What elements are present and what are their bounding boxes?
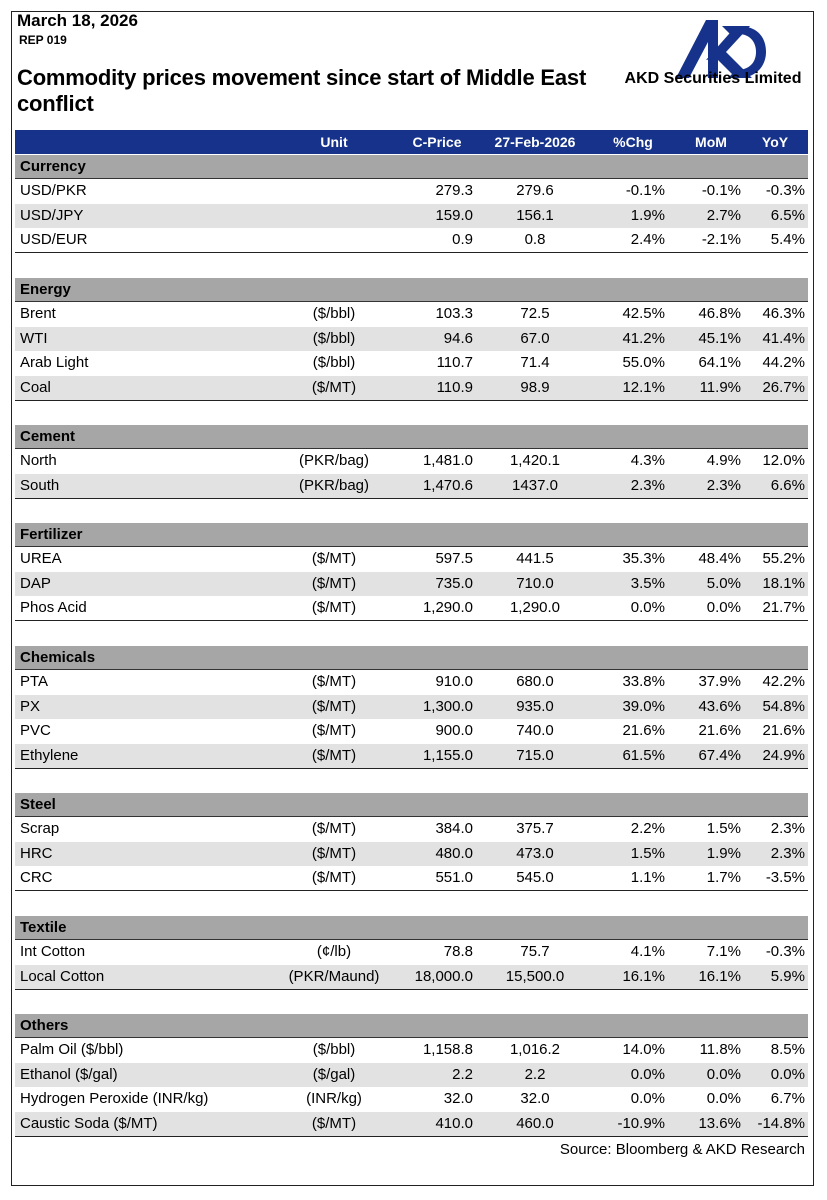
section-header-currency — [15, 155, 808, 179]
cell-yoy: 2.3% — [770, 820, 805, 837]
col-header-feb: 27-Feb-2026 — [494, 134, 576, 150]
cell-mom: 64.1% — [698, 354, 741, 371]
cell-name: USD/JPY — [20, 206, 84, 224]
cell-chg: 2.3% — [630, 476, 665, 494]
cell-name: Arab Light — [20, 354, 89, 371]
cell-yoy: 6.7% — [770, 1090, 805, 1107]
cell-yoy: 2.3% — [770, 844, 805, 862]
col-header-chg: %Chg — [613, 134, 653, 150]
cell-feb: 15,500.0 — [505, 967, 565, 985]
cell-cprice: 103.3 — [435, 305, 473, 322]
table-row — [15, 449, 808, 473]
cell-name: Scrap — [20, 820, 60, 837]
table-row — [15, 695, 808, 719]
cell-cprice: 480.0 — [435, 844, 473, 862]
cell-cprice: 279.3 — [435, 182, 473, 199]
section-header-energy — [15, 278, 808, 302]
cell-chg: 42.5% — [622, 305, 665, 322]
section-title: Energy — [20, 281, 71, 298]
cell-mom: 43.6% — [698, 697, 741, 715]
cell-feb: 67.0 — [520, 329, 550, 347]
cell-chg: -0.1% — [625, 182, 665, 199]
cell-chg: 61.5% — [622, 746, 665, 764]
cell-name: Local Cotton — [20, 967, 105, 985]
section-header-steel — [15, 793, 808, 817]
cell-chg: 16.1% — [622, 967, 665, 985]
cell-cprice: 410.0 — [435, 1114, 473, 1132]
cell-yoy: 42.2% — [762, 673, 805, 690]
table-row — [15, 474, 808, 499]
table-row — [15, 204, 808, 228]
cell-mom: 13.6% — [698, 1114, 741, 1132]
cell-yoy: 12.0% — [762, 452, 805, 469]
cell-mom: 2.3% — [706, 476, 741, 494]
cell-cprice: 32.0 — [443, 1090, 473, 1107]
section-title: Fertilizer — [20, 526, 83, 543]
cell-cprice: 1,470.6 — [422, 476, 473, 494]
cell-mom: 16.1% — [698, 967, 741, 985]
cell-yoy: 5.9% — [770, 967, 805, 985]
cell-unit: ($/MT) — [311, 550, 357, 567]
cell-unit: ($/bbl) — [312, 305, 356, 322]
table-row — [15, 179, 808, 203]
cell-feb: 71.4 — [520, 354, 550, 371]
report-number: REP 019 — [19, 33, 67, 47]
cell-name: USD/EUR — [20, 231, 88, 248]
cell-chg: 4.3% — [630, 452, 665, 469]
table-row — [15, 1087, 808, 1111]
table-row — [15, 670, 808, 694]
cell-unit: ($/MT) — [311, 673, 357, 690]
section-header-fertilizer — [15, 523, 808, 547]
col-header-mom: MoM — [695, 134, 727, 150]
cell-name: DAP — [20, 574, 51, 592]
cell-feb: 1,290.0 — [509, 599, 561, 616]
report-date: March 18, 2026 — [17, 11, 138, 30]
cell-name: CRC — [20, 869, 53, 886]
cell-feb: 2.2 — [524, 1065, 546, 1083]
cell-feb: 710.0 — [516, 574, 554, 592]
cell-chg: 39.0% — [622, 697, 665, 715]
cell-unit: (¢/lb) — [316, 943, 352, 960]
cell-name: PTA — [20, 673, 49, 690]
cell-name: South — [20, 476, 60, 494]
cell-unit: ($/MT) — [311, 869, 357, 886]
table-row — [15, 228, 808, 253]
cell-chg: 14.0% — [622, 1041, 665, 1058]
cell-feb: 935.0 — [516, 697, 554, 715]
cell-feb: 441.5 — [516, 550, 554, 567]
cell-unit: ($/gal) — [312, 1065, 356, 1083]
cell-yoy: 26.7% — [762, 378, 805, 396]
cell-name: WTI — [20, 329, 48, 347]
cell-chg: 41.2% — [622, 329, 665, 347]
cell-name: Palm Oil ($/bbl) — [20, 1041, 124, 1058]
cell-mom: 0.0% — [706, 599, 741, 616]
table-row — [15, 547, 808, 571]
table-row — [15, 302, 808, 326]
table-row — [15, 866, 808, 891]
company-name: AKD Securities Limited — [624, 70, 802, 87]
cell-mom: 4.9% — [706, 452, 741, 469]
cell-yoy: 6.6% — [770, 476, 805, 494]
section-title: Others — [20, 1017, 69, 1034]
cell-name: Hydrogen Peroxide (INR/kg) — [20, 1090, 209, 1107]
section-header-textile — [15, 916, 808, 940]
cell-feb: 1,016.2 — [509, 1041, 561, 1058]
cell-name: Coal — [20, 378, 51, 396]
cell-feb: 32.0 — [520, 1090, 550, 1107]
cell-feb: 460.0 — [516, 1114, 554, 1132]
cell-cprice: 1,158.8 — [422, 1041, 473, 1058]
source-note: Source: Bloomberg & AKD Research — [559, 1141, 805, 1158]
cell-unit: ($/MT) — [311, 746, 357, 764]
cell-cprice: 384.0 — [435, 820, 473, 837]
cell-unit: ($/MT) — [311, 1114, 357, 1132]
cell-cprice: 735.0 — [435, 574, 473, 592]
cell-unit: (PKR/Maund) — [288, 967, 380, 985]
cell-feb: 98.9 — [520, 378, 550, 396]
cell-chg: 55.0% — [622, 354, 665, 371]
cell-feb: 0.8 — [524, 231, 546, 248]
section-title: Textile — [20, 919, 67, 936]
table-row — [15, 817, 808, 841]
cell-feb: 72.5 — [520, 305, 550, 322]
cell-feb: 156.1 — [516, 206, 554, 224]
cell-unit: ($/MT) — [311, 844, 357, 862]
cell-feb: 715.0 — [516, 746, 554, 764]
cell-chg: 35.3% — [622, 550, 665, 567]
cell-mom: 11.9% — [699, 378, 741, 396]
cell-yoy: -0.3% — [765, 182, 805, 199]
cell-chg: 1.9% — [630, 206, 665, 224]
cell-yoy: 5.4% — [770, 231, 805, 248]
cell-cprice: 2.2 — [452, 1065, 473, 1083]
cell-feb: 680.0 — [516, 673, 554, 690]
cell-yoy: 0.0% — [770, 1065, 805, 1083]
cell-yoy: 18.1% — [762, 574, 805, 592]
cell-mom: 46.8% — [698, 305, 741, 322]
table-row — [15, 1063, 808, 1087]
cell-mom: 0.0% — [706, 1090, 741, 1107]
cell-unit: ($/MT) — [311, 820, 357, 837]
cell-yoy: 24.9% — [762, 746, 805, 764]
cell-unit: (PKR/bag) — [298, 452, 370, 469]
cell-mom: 5.0% — [706, 574, 741, 592]
cell-name: Brent — [20, 305, 56, 322]
cell-chg: 1.5% — [630, 844, 665, 862]
cell-cprice: 551.0 — [435, 869, 473, 886]
cell-unit: ($/MT) — [311, 378, 357, 396]
cell-yoy: -3.5% — [765, 869, 805, 886]
cell-mom: 21.6% — [698, 722, 741, 739]
cell-mom: -2.1% — [701, 231, 741, 248]
cell-yoy: 8.5% — [770, 1041, 805, 1058]
cell-cprice: 597.5 — [435, 550, 473, 567]
cell-name: USD/PKR — [20, 182, 87, 199]
section-title: Cement — [20, 428, 76, 445]
cell-chg: 1.1% — [630, 869, 665, 886]
cell-unit: ($/MT) — [311, 574, 357, 592]
section-title: Chemicals — [20, 649, 96, 666]
table-row — [15, 744, 808, 769]
cell-name: UREA — [20, 550, 62, 567]
cell-cprice: 110.7 — [436, 354, 473, 371]
cell-unit: ($/bbl) — [312, 329, 356, 347]
cell-unit: ($/bbl) — [312, 354, 356, 371]
cell-mom: 1.5% — [706, 820, 741, 837]
cell-chg: 3.5% — [630, 574, 665, 592]
cell-mom: -0.1% — [701, 182, 741, 199]
cell-yoy: 21.6% — [762, 722, 805, 739]
cell-chg: 0.0% — [630, 1090, 665, 1107]
table-row — [15, 965, 808, 990]
section-title: Currency — [20, 158, 86, 175]
cell-feb: 1,420.1 — [509, 452, 561, 469]
cell-cprice: 910.0 — [435, 673, 473, 690]
section-title: Steel — [20, 796, 56, 813]
cell-feb: 473.0 — [516, 844, 554, 862]
table-row — [15, 842, 808, 866]
cell-cprice: 94.6 — [443, 329, 473, 347]
cell-name: Ethylene — [20, 746, 79, 764]
cell-feb: 375.7 — [516, 820, 554, 837]
cell-feb: 75.7 — [520, 943, 550, 960]
cell-unit: ($/MT) — [311, 697, 357, 715]
cell-chg: 33.8% — [622, 673, 665, 690]
col-header-unit: Unit — [320, 134, 348, 150]
cell-chg: 21.6% — [622, 722, 665, 739]
cell-yoy: 54.8% — [762, 697, 805, 715]
cell-unit: (PKR/bag) — [298, 476, 370, 494]
cell-cprice: 1,290.0 — [422, 599, 473, 616]
cell-cprice: 1,155.0 — [422, 746, 473, 764]
cell-chg: 12.1% — [622, 378, 665, 396]
cell-yoy: 6.5% — [770, 206, 805, 224]
cell-cprice: 110.9 — [436, 378, 473, 396]
cell-cprice: 1,481.0 — [422, 452, 473, 469]
cell-chg: 2.4% — [630, 231, 665, 248]
cell-yoy: 41.4% — [762, 329, 805, 347]
cell-chg: 2.2% — [630, 820, 665, 837]
cell-mom: 11.8% — [699, 1041, 741, 1058]
table-row — [15, 1112, 808, 1137]
cell-mom: 7.1% — [706, 943, 741, 960]
cell-mom: 67.4% — [698, 746, 741, 764]
cell-yoy: -0.3% — [765, 943, 805, 960]
cell-cprice: 1,300.0 — [422, 697, 473, 715]
cell-yoy: 44.2% — [762, 354, 805, 371]
cell-unit: ($/MT) — [311, 722, 357, 739]
cell-name: PVC — [20, 722, 51, 739]
page-title: Commodity prices movement since start of Middle East conflict — [17, 65, 587, 116]
cell-feb: 545.0 — [516, 869, 554, 886]
table-row — [15, 351, 808, 375]
cell-unit: (INR/kg) — [306, 1090, 362, 1107]
cell-mom: 48.4% — [698, 550, 741, 567]
cell-yoy: 21.7% — [762, 599, 805, 616]
col-header-cprice: C-Price — [412, 134, 462, 150]
cell-name: Int Cotton — [20, 943, 86, 960]
table-header — [15, 130, 808, 154]
cell-name: Caustic Soda ($/MT) — [20, 1114, 158, 1132]
cell-unit: ($/bbl) — [312, 1041, 356, 1058]
table-row — [15, 596, 808, 621]
cell-mom: 37.9% — [698, 673, 741, 690]
cell-feb: 1437.0 — [512, 476, 558, 494]
table-row — [15, 1038, 808, 1062]
cell-chg: 0.0% — [630, 599, 665, 616]
cell-name: Phos Acid — [20, 599, 87, 616]
section-header-chemicals — [15, 646, 808, 670]
cell-cprice: 18,000.0 — [414, 967, 473, 985]
cell-cprice: 0.9 — [452, 231, 473, 248]
table-row — [15, 572, 808, 596]
section-header-others — [15, 1014, 808, 1038]
cell-unit: ($/MT) — [311, 599, 357, 616]
cell-feb: 740.0 — [516, 722, 554, 739]
col-header-yoy: YoY — [761, 134, 789, 150]
cell-cprice: 900.0 — [435, 722, 473, 739]
cell-name: Ethanol ($/gal) — [20, 1065, 118, 1083]
section-header-cement — [15, 425, 808, 449]
cell-yoy: -14.8% — [757, 1114, 805, 1132]
cell-cprice: 78.8 — [443, 943, 473, 960]
cell-yoy: 46.3% — [762, 305, 805, 322]
cell-name: North — [20, 452, 57, 469]
table-row — [15, 327, 808, 351]
cell-name: HRC — [20, 844, 53, 862]
cell-mom: 1.7% — [706, 869, 741, 886]
cell-cprice: 159.0 — [435, 206, 473, 224]
cell-feb: 279.6 — [516, 182, 554, 199]
cell-mom: 45.1% — [698, 329, 741, 347]
cell-chg: -10.9% — [617, 1114, 665, 1132]
cell-mom: 1.9% — [706, 844, 741, 862]
cell-chg: 4.1% — [630, 943, 665, 960]
cell-chg: 0.0% — [630, 1065, 665, 1083]
cell-mom: 0.0% — [706, 1065, 741, 1083]
cell-name: PX — [20, 697, 41, 715]
table-row — [15, 719, 808, 743]
cell-yoy: 55.2% — [762, 550, 805, 567]
cell-mom: 2.7% — [706, 206, 741, 224]
table-row — [15, 940, 808, 964]
table-row — [15, 376, 808, 401]
